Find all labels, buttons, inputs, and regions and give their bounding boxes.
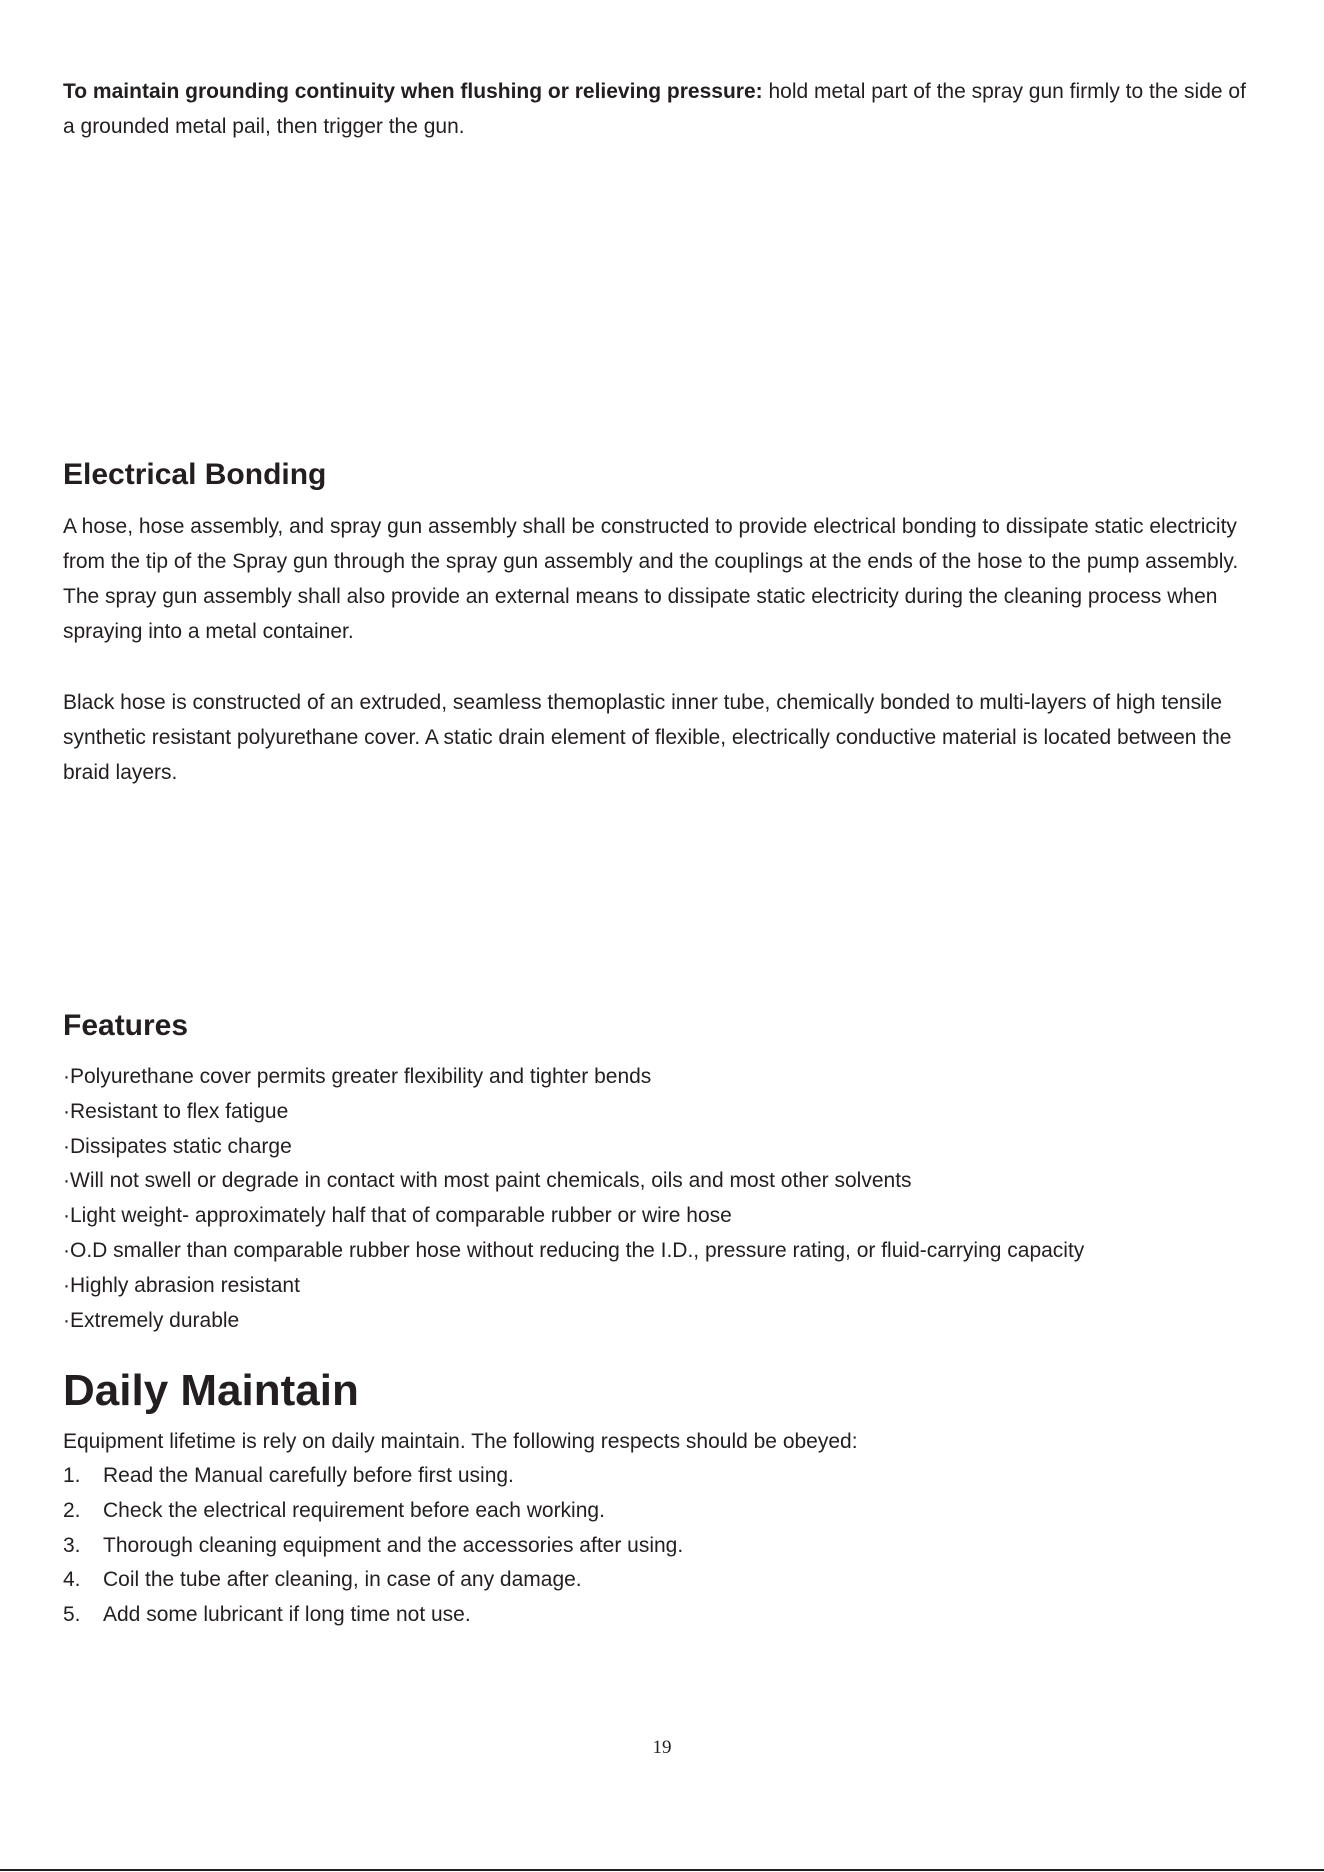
maintain-item-text: Coil the tube after cleaning, in case of any damage. — [103, 1568, 582, 1592]
electrical-bonding-paragraph-2: Black hose is constructed of an extruded, seamless themoplastic inner tube, chemically bonded to multi-layers of high tensile synthetic resistant polyurethane cover. A static drain element of flexible, electrically conductive material is located between the braid layers. — [63, 691, 1232, 784]
maintain-item-text: Read the Manual carefully before first using. — [103, 1464, 514, 1487]
maintain-item-number: 3. — [63, 1533, 81, 1557]
features-heading: Features — [63, 1009, 189, 1042]
maintain-item-number: 2. — [63, 1498, 81, 1522]
feature-item: ·Light weight- approximately half that of comparable rubber or wire hose — [63, 1204, 732, 1228]
feature-item: ·Resistant to flex fatigue — [63, 1099, 289, 1123]
document-page — [63, 0, 1263, 1872]
feature-item: ·Will not swell or degrade in contact with most paint chemicals, oils and most other solvents — [63, 1169, 912, 1193]
electrical-bonding-paragraph-1: A hose, hose assembly, and spray gun assembly shall be constructed to provide electrical bonding to dissipate static electricity from the tip of the Spray gun through the spray gun assembly and the couplings at the ends of the hose to the pump assembly. The spray gun assembly shall also provide an external means to dissipate static electricity during the cleaning process when spraying into a metal container. — [63, 515, 1239, 643]
maintain-item — [63, 1494, 683, 1529]
maintain-item-number: 5. — [63, 1603, 81, 1627]
maintain-item-text: Add some lubricant if long time not use. — [103, 1603, 471, 1627]
maintain-item — [63, 1459, 683, 1494]
feature-item: ·Dissipates static charge — [63, 1134, 292, 1158]
daily-maintain-heading: Daily Maintain — [63, 1366, 359, 1415]
maintain-item-text: Check the electrical requirement before each working. — [103, 1498, 605, 1522]
grounding-text: hold metal part of the spray gun firmly to the side of a grounded metal pail, then trigger the gun. — [63, 80, 1246, 138]
daily-maintain-intro: Equipment lifetime is rely on daily maintain. The following respects should be obeyed: — [63, 1430, 858, 1453]
maintain-item — [63, 1563, 683, 1598]
feature-item: ·Highly abrasion resistant — [63, 1273, 300, 1297]
feature-item: ·O.D smaller than comparable rubber hose without reducing the I.D., pressure rating, or fluid-carrying capacity — [63, 1238, 1085, 1262]
maintain-item-number: 4. — [63, 1568, 81, 1592]
page-number: 19 — [652, 1737, 672, 1758]
electrical-bonding-heading: Electrical Bonding — [63, 458, 327, 491]
feature-item: ·Polyurethane cover permits greater flexibility and tighter bends — [63, 1065, 652, 1088]
feature-item: ·Extremely durable — [63, 1308, 240, 1332]
features-list — [63, 1060, 1084, 1338]
maintain-item-number: 1. — [63, 1464, 81, 1487]
daily-maintain-list — [63, 1459, 683, 1633]
grounding-paragraph — [63, 74, 1263, 144]
maintain-item-text: Thorough cleaning equipment and the accessories after using. — [103, 1533, 684, 1557]
grounding-lead: To maintain grounding continuity when flushing or relieving pressure: — [63, 80, 763, 103]
maintain-item — [63, 1598, 683, 1633]
bottom-divider — [0, 1869, 1324, 1871]
maintain-item — [63, 1529, 683, 1564]
